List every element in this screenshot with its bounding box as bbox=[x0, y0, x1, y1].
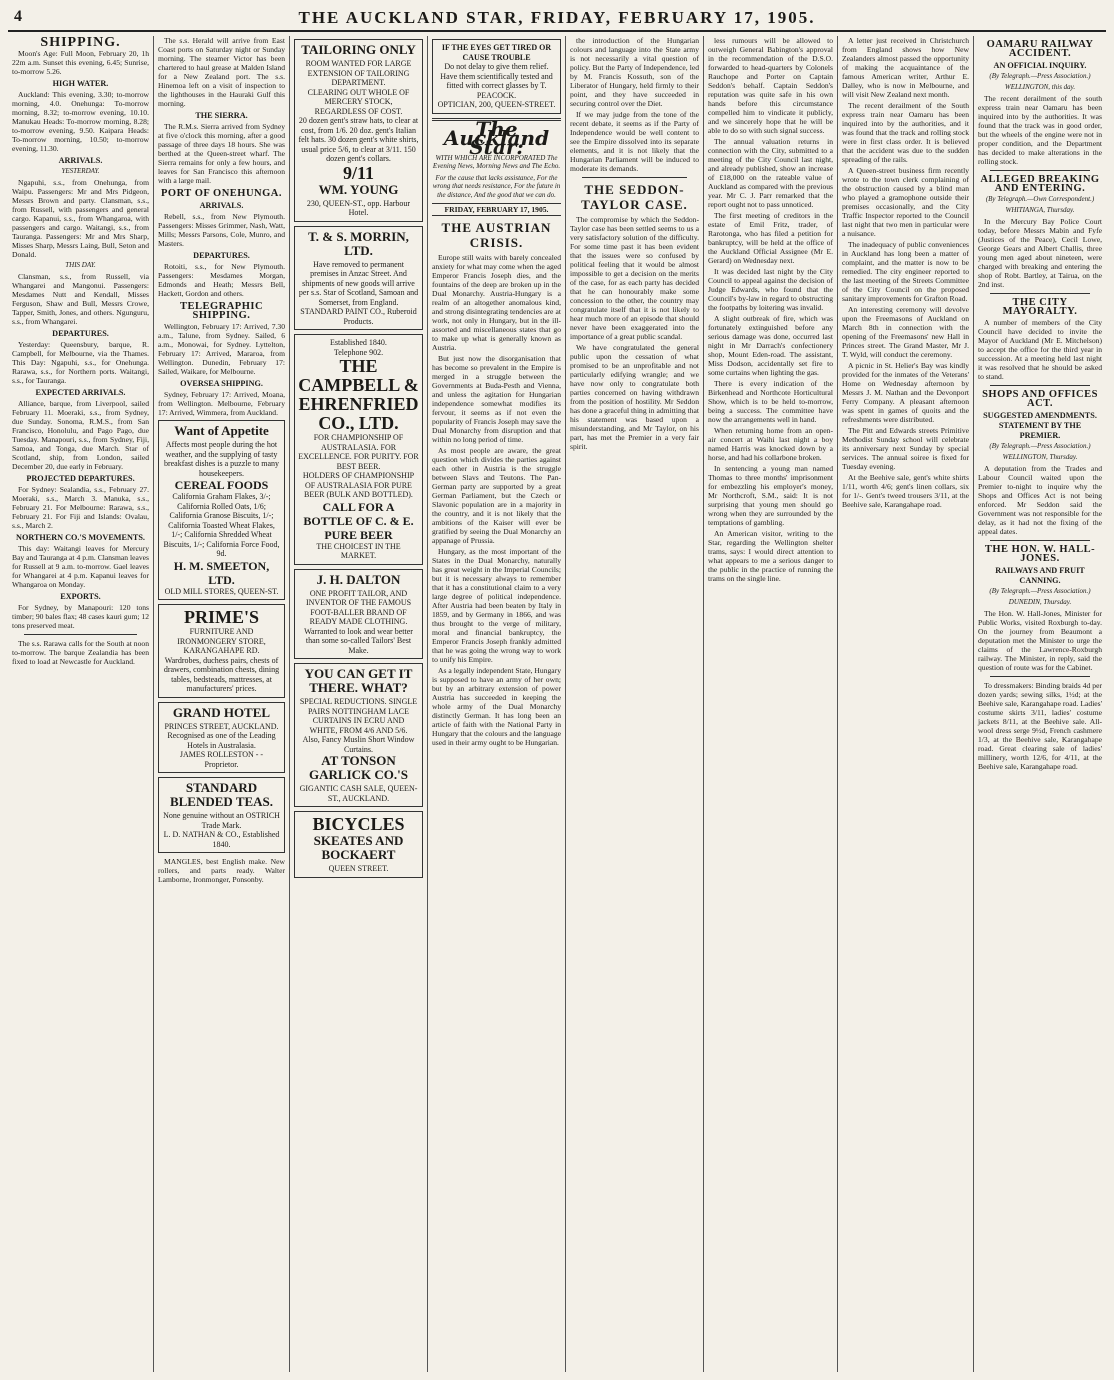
campbell-for: FOR CHAMPIONSHIP OF AUSTRALASIA. FOR EXCELLENCE. FOR PURITY. FOR BEST BEER. bbox=[298, 433, 419, 471]
expected-heading: EXPECTED ARRIVALS. bbox=[35, 388, 126, 397]
peacock-address: OPTICIAN, 200, QUEEN-STREET. bbox=[437, 100, 556, 109]
hotel-proprietor: JAMES ROLLESTON - - Proprietor. bbox=[179, 750, 264, 769]
news-paragraph: In sentencing a young man named Thomas to three months' imprisonment for embezzling his employer's money, Mr Northcroft, S.M., said: It is not surprising that young men should go wrong when they are surrounded by the temptations of gambling. bbox=[708, 464, 833, 527]
jones-heading: THE HON. W. HALL-JONES. bbox=[984, 544, 1096, 564]
exports-text: For Sydney, by Manapouri: 120 tons timber; 90 bales flax; 48 cases kauri gum; 12 tons preserved meat. bbox=[12, 603, 149, 630]
herald-notice: The s.s. Herald will arrive from East Coast ports on Saturday night or Sunday morning. The steamer Victor has been chartered to haul grease at Malden Island for a New Zealand port. The s.s. Hinemoa left on a visit of inspection to the lighthouses in the Hauraki Gulf this morning. bbox=[158, 36, 285, 108]
campbell-established: Established 1840. bbox=[330, 338, 387, 347]
paper-title: THE AUCKLAND STAR, FRIDAY, FEBRUARY 17, 1905. bbox=[298, 8, 816, 27]
sierra-text: The R.M.s. Sierra arrived from Sydney at five o'clock this morning, after a good passage of three days 18 hours. She was berthed at the Queen-street wharf. The Sierra remains for only a few hours, and leaves for San Francisco this afternoon with a large mail. bbox=[158, 122, 285, 185]
edition-date: FRIDAY, FEBRUARY 17, 1905. bbox=[432, 203, 561, 216]
tailoring-items: 20 dozen gent's straw hats, to clear at cost, from 1/6. 20 doz. gent's Italian felt hats. 30 dozen gent's white shirts, usual price 5/6, to clear at 3/11. 150 dozen gent's collars. bbox=[298, 116, 419, 163]
curtains-ad bbox=[294, 663, 423, 807]
cereal-ad-text: Affects most people during the hot weather, and the supplying of tasty breakfast dishes is a puzzle to many housekeepers. bbox=[163, 440, 280, 478]
divider bbox=[990, 293, 1090, 294]
prime-ad bbox=[158, 604, 285, 698]
tonson-sub: GIGANTIC CASH SALE, QUEEN-ST., AUCKLAND. bbox=[299, 784, 418, 803]
curtains-muslin: Also, Fancy Muslin Short Window Curtains. bbox=[302, 735, 415, 754]
peacock-title: IF THE EYES GET TIRED OR CAUSE TROUBLE bbox=[441, 43, 552, 62]
mayoralty-heading: THE CITY MAYORALTY. bbox=[1002, 297, 1078, 317]
campbell-ad bbox=[294, 334, 423, 565]
cereal-ad-title: Want of Appetite bbox=[174, 423, 269, 438]
prime-sub: FURNITURE AND IRONMONGERY STORE, KARANGAHAPE RD. bbox=[177, 627, 266, 655]
incorporated-line: WITH WHICH ARE INCORPORATED The Evening News, Morning News and The Echo. bbox=[432, 153, 561, 170]
news-paragraph: A slight outbreak of fire, which was fortunately extinguished before any serious damage was done, occurred last night in Mr Darrach's confectionery shop, Mount Eden-road. The assistant, Miss Dodson, accidentally set fire to some curtains when lighting the gas. bbox=[708, 314, 833, 377]
crisis-paragraph: Hungary, as the most important of the States in the Dual Monarchy, naturally has great weight in the Imperial Councils; but it is necessary always to remember that it has a constitutional claim to a very large degree of political independence. After Austria had been beaten by Italy in 1859, and by Germany in 1866, and was thus brought to the verge of military, moral and financial bankruptcy, the Emperor Francis Joseph frankly admitted that he was going the wrong way to work to unify his Empire. bbox=[432, 547, 561, 664]
prime-text: Wardrobes, duchess pairs, chests of drawers, combination chests, dining tables, bedsteads, mattresses, at manufacturers' prices. bbox=[163, 655, 280, 693]
campbell-call: CALL FOR A BOTTLE OF C. & E. PURE BEER bbox=[303, 499, 414, 542]
crisis-continued: If we may judge from the tone of the recent debate, it seems as if the Party of Independence would be well content to see the Empire dissolved into its separate elements, and it is not likely that the Hungarian Parliament will be induced to moderate its demands. bbox=[570, 110, 699, 173]
seddon-heading: THE SEDDON-TAYLOR CASE. bbox=[581, 182, 688, 212]
departures-heading: DEPARTURES. bbox=[52, 329, 109, 338]
column-local-news-2 bbox=[838, 36, 974, 1372]
campbell-choice: THE CHOICEST IN THE MARKET. bbox=[316, 541, 401, 560]
yesterday-label: YESTERDAY. bbox=[61, 167, 100, 175]
masthead bbox=[8, 6, 1106, 32]
dalton-title: J. H. DALTON bbox=[316, 571, 401, 587]
divider bbox=[990, 385, 1090, 386]
coastal-text: This day: Waitangi leaves for Mercury Bay and Tauranga at 4 p.m. Clansman leaves for Russell at 9 a.m. to-morrow. Gael leaves for Whangarei at 4 p.m. Kapanui leaves for Whangaroa on Monday. bbox=[12, 544, 149, 589]
tailoring-clear: CLEARING OUT WHOLE OF MERCERY STOCK, REGARDLESS OF COST. bbox=[307, 87, 410, 116]
bicycles-title: BICYCLES bbox=[312, 814, 405, 834]
alleged-text: In the Mercury Bay Police Court today, before Messrs Mabin and Fyfe (Justices of the Peace), Cecil Lowe, George Gears and Albert Challis, three young men aged about nineteen, were charged with breaking and entering the shop of Robt. Bartley, at Tairua, on the 2nd inst. bbox=[978, 217, 1102, 289]
crisis-paragraph: But just now the disorganisation that has become so prevalent in the Empire is merged in a struggle between the Governments at Buda-Pesth and Vienna, and unless the agitation for Hungarian independence somewhat modifies its fervour, it seems as if not even the popularity of Francis Joseph may save the Dual Monarchy from disruption and that within no long period of time. bbox=[432, 354, 561, 444]
shops-dateline: WELLINGTON, Thursday. bbox=[1002, 453, 1078, 461]
port-arrivals-heading: ARRIVALS. bbox=[199, 201, 244, 210]
port-departures-heading: DEPARTURES. bbox=[193, 251, 250, 260]
news-paragraph: The first meeting of creditors in the estate of Emil Fritz, trader, of Rarotonga, who has filed a petition for bankruptcy, will be held at the office of the Auckland Official Assignee (Mr E. Gerard) on Wednesday next. bbox=[708, 211, 833, 265]
oamaru-source: (By Telegraph.—Press Association.) bbox=[989, 72, 1091, 80]
prime-title: PRIME'S bbox=[183, 607, 259, 627]
column-shipping-ads bbox=[154, 36, 290, 1372]
cereal-ad-list: California Graham Flakes, 3/-; California Rolled Oats, 1/6; California Granose Biscuits, 1/-; California Toasted Wheat Flakes, 1/-; California Shredded Wheat Biscuits, 1/-; California Force Food, 9d. bbox=[163, 492, 280, 558]
divider bbox=[990, 676, 1090, 677]
morrin-footer: STANDARD PAINT CO., Ruberoid Products. bbox=[300, 307, 417, 326]
tailoring-price: 9/11 bbox=[342, 162, 374, 183]
crisis-paragraph: Europe still waits with barely concealed anxiety for what may come when the aged Emperor Francis Joseph dies, and the fountains of the deep are broken up in the Dual Monarchy. Austria-Hungary is a realm of an altogether anomalous kind, and strong disintegrating tendencies are at work, not only in Hungary, but in the ill-assorted and miscellaneous states that go to make up what is generally known as Austria. bbox=[432, 253, 561, 352]
tailoring-address: 230, QUEEN-ST., opp. Harbour Hotel. bbox=[306, 198, 411, 217]
news-paragraph: An interesting ceremony will devolve upon the Freemasons of Auckland on March 8th in connection with the opening of the Freemasons' new Hall in Princes street. The Grand Master, Mr J. T. Wyld, will conduct the ceremony. bbox=[842, 305, 969, 359]
column-shipping bbox=[8, 36, 154, 1372]
news-paragraph: The annual valuation returns in connection with the City, submitted to a meeting of the City Council last night, and already published, show an increase of £18,000 on the rateable value of Auckland as compared with the previous year. Mr C. J. Parr remarked that the report ought not to pass unnoticed. bbox=[708, 137, 833, 209]
divider bbox=[582, 177, 687, 178]
this-day-text: Clansman, s.s., from Russell, via Whangarei and Mangonui. Passengers: Mesdames Nutt and Kendall, Misses Ferguson, Shaw and Bull, Messrs Crowe, Tapper, Smith, Jones, and others. Ngunguru, s.s., from Whangarei. bbox=[12, 272, 149, 326]
seddon-paragraph: The compromise by which the Seddon-Taylor case has been settled seems to us a very satisfactory solution of the difficulty. For some time past it has been evident that the issues were so confused by political feeling that it would be almost impossible to get a decision on the merits of the case, for as each party has decided that he can honourably make some concession to the other, the country may congratulate itself that it is not likely to hear much more of an episode that should never have been exaggerated into the importance of a great public scandal. bbox=[570, 215, 699, 341]
oamaru-sub: AN OFFICIAL INQUIRY. bbox=[993, 61, 1087, 70]
news-paragraph: less rumours will be allowed to outweigh General Babington's approval in the recommendation of the D.S.O. forwarded to head-quarters by Colonels Rauchope and Porter on Captain Seddon's behalf. Captain Seddon's reputation was quite safe in his own hands before this circumstance compelled him to vindicate it publicly, and we sincerely hope that he will be able to do so with such signal success. bbox=[708, 36, 833, 135]
mangles-ad: MANGLES, best English make. New rollers, and parts ready. Walter Lamborne, Ironmonger, Ponsonby. bbox=[158, 857, 285, 884]
morrin-ad bbox=[294, 226, 423, 331]
oamaru-heading: OAMARU RAILWAY ACCIDENT. bbox=[986, 39, 1094, 59]
shipping-notices: The s.s. Rarawa calls for the South at noon to-morrow. The barque Zealandia has been fixed to load at Newcastle for Auckland. bbox=[12, 639, 149, 666]
jones-source: (By Telegraph.—Press Association.) bbox=[989, 587, 1091, 595]
tea-title: STANDARD BLENDED TEAS. bbox=[169, 780, 274, 809]
sierra-heading: THE SIERRA. bbox=[195, 111, 248, 120]
news-paragraph: It was decided last night by the City Council to appeal against the decision of Judge Edwards, who found that the Council's by-law in regard to obstructing the footpaths by loitering was invalid. bbox=[708, 267, 833, 312]
paper-logo: The Auckland Star: bbox=[443, 116, 550, 159]
hotel-title: GRAND HOTEL bbox=[172, 704, 271, 720]
news-paragraph: At the Beehive sale, gent's white shirts 1/11, worth 4/6; gent's linen collars, six for 1/-. Gent's tweed trousers 3/11, at the Beehive sale, Karangahape road. bbox=[842, 473, 969, 509]
tonson-title: AT TONSON GARLICK CO.'S bbox=[309, 753, 408, 782]
beehive-ads: To dressmakers: Binding braids 4d per dozen yards; sewing silks, 1½d; at the Beehive sale, Karangahape road. Ladies' costume skirts 3/11, ladies' costume jackets 8/11, at the Beehive sale. All-wool dress serge 9½d, French cashmere 1/3, at the Beehive sale, Karangahape road. Great clearing sale of ladies' millinery, worth 12/6, for 4/11, at the Beehive sale, Karangahape road. bbox=[978, 681, 1102, 771]
column-ads bbox=[290, 36, 428, 1372]
overseas-text: Sydney, February 17: Arrived, Moana, from Wellington. Melbourne, February 17: Arrived, Wimmera, from Auckland. bbox=[158, 390, 285, 417]
hotel-ad bbox=[158, 702, 285, 774]
news-paragraph: The recent derailment of the South express train near Oamaru has been inquired into by the authorities, and it was found that the track and rolling stock were in first class order. It is believed that the accident was due to the sudden spreading of the rails. bbox=[842, 101, 969, 164]
news-paragraph: A picnic in St. Helier's Bay was kindly provided for the inmates of the Veterans' Home on Wednesday afternoon by Messrs J. M. Nathan and the Devonport Ferry Company. A pleasant afternoon was spent in games of quoits and the refreshments were distributed. bbox=[842, 361, 969, 424]
tea-sub: None genuine without an OSTRICH Trade Mark. bbox=[163, 811, 280, 830]
port-heading: PORT OF ONEHUNGA. bbox=[160, 188, 282, 199]
coastal-heading: NORTHERN CO.'S MOVEMENTS. bbox=[16, 533, 145, 542]
news-paragraph: A letter just received in Christchurch from England shows how New Zealanders almost passed the opportunity of making the acquaintance of the famous American writer, Arthur E. Dalley, who is now in Melbourne, and will visit New Zealand next month. bbox=[842, 36, 969, 99]
divider bbox=[990, 540, 1090, 541]
dalton-warranted: Warranted to look and wear better than some so-called Tailors' Best Make. bbox=[304, 626, 413, 655]
hotel-text: PRINCES STREET, AUCKLAND. Recognised as one of the Leading Hotels in Australasia. bbox=[164, 721, 279, 750]
departures-text: Yesterday: Queensbury, barque, R. Campbell, for Melbourne, via the Thames. This Day: Ngapuhi, s.s., for Onehunga. Rarawa, s.s., for Northern ports. Waitangi, s.s., for Tauranga. bbox=[12, 340, 149, 385]
tailoring-name: WM. YOUNG bbox=[318, 181, 399, 197]
projected-text: For Sydney: Sealandia, s.s., February 27. Moeraki, s.s., March 3. Manuka, s.s., February 21. For Melbourne: Rarawa, s.s., February 21. For Fiji and Islands: Ovalau, s.s., March 2. bbox=[12, 485, 149, 530]
tea-ad bbox=[158, 777, 285, 853]
campbell-telephone: Telephone 902. bbox=[333, 347, 384, 357]
newspaper-page bbox=[8, 6, 1106, 1374]
alleged-heading: ALLEGED BREAKING AND ENTERING. bbox=[980, 174, 1100, 194]
tailoring-ad bbox=[294, 39, 423, 222]
cereal-ad-heading: CEREAL FOODS bbox=[174, 478, 269, 492]
crisis-continued: the introduction of the Hungarian colours and language into the State army is not necessarily a vital question of policy. But the Party of Independence, led by M. Francis Kossuth, son of the Liberator of Hungary, held firmly to their point, and they have succeeded in securing control over the Diet. bbox=[570, 36, 699, 108]
news-paragraph: The Pitt and Edwards streets Primitive Methodist Sunday school will celebrate its anniversary next Sunday by special services. The annual soiree is fixed for Tuesday evening. bbox=[842, 426, 969, 471]
overseas-heading: OVERSEA SHIPPING. bbox=[180, 379, 263, 388]
alleged-source: (By Telegraph.—Own Correspondent.) bbox=[985, 195, 1095, 203]
skeates-name: SKEATES AND BOCKAERT bbox=[313, 833, 404, 862]
shops-heading: SHOPS AND OFFICES ACT. bbox=[982, 389, 1098, 409]
port-departures-text: Rotoiti, s.s., for New Plymouth. Passengers: Mesdames Morgan, Edmonds and Heath; Messrs Bell, Hackett, Gordon and others. bbox=[158, 262, 285, 298]
jones-sub: RAILWAYS AND FRUIT CANNING. bbox=[995, 566, 1085, 585]
exports-heading: EXPORTS. bbox=[60, 592, 101, 601]
high-water-text: Auckland: This evening, 3.30; to-morrow morning, 4.0. Onehunga: To-morrow morning, 8.32; to-morrow evening, 10.10. Manukau Heads: To-morrow morning, 8.28; to-morrow evening, 9.50. Kaipara Heads: To-morrow morning, 10.50; to-morrow evening, 11.30. bbox=[12, 90, 149, 153]
moon-text: Moon's Age: Full Moon, February 20, 1h 22m a.m. Sunset this evening, 6.45; Sunrise, to-morrow 5.26. bbox=[12, 49, 149, 76]
news-paragraph: When returning home from an open-air concert at Waihi last night a boy named Harris was knocked down by a horse, and had his collarbone broken. bbox=[708, 426, 833, 462]
high-water-heading: HIGH WATER. bbox=[52, 79, 109, 88]
tea-footer: L. D. NATHAN & CO., Established 1840. bbox=[163, 830, 280, 849]
arrivals-text: Ngapuhi, s.s., from Onehunga, from Waipu. Passengers: Mr and Mrs Pidgeon, Messrs Brown and party. Clansman, s.s., from Russell, with passengers and general cargo. Kapanui, s.s., from Whangaroa, with passengers and cargo. Waitangi, s.s., from Tauranga. Passengers: Mr and Mrs Sharp, Misses Sharp, Messrs Laing, Bull, Seton and Donald. bbox=[12, 178, 149, 259]
telegraphic-heading: TELEGRAPHIC SHIPPING. bbox=[179, 301, 264, 321]
smeeton-address: OLD MILL STORES, QUEEN-ST. bbox=[164, 586, 279, 596]
telegraphic-text: Wellington, February 17: Arrived, 7.30 a.m., Talune, from Sydney. Sailed, 6 a.m., Monowai, for Sydney. Lyttelton, February 17: Arrived, Mararoa, from Wellington. Dunedin, February 17: Sailed, Waikare, for Melbourne. bbox=[158, 322, 285, 376]
alleged-dateline: WHITIANGA, Thursday. bbox=[1005, 206, 1075, 214]
crisis-paragraph: As most people are aware, the great question which divides the parties against each other in Austria is the struggle between Slavs and Teutons. The Pan-German party are supported by a great German Parliament, but the Czech or Slavonic population are in a majority in the country, and it is not likely that the ambitions of the Kaiser will ever be gratified by seeing the Dual Monarchy an appanage of Prussia. bbox=[432, 446, 561, 545]
curtains-special: SPECIAL REDUCTIONS. SINGLE PAIRS NOTTINGHAM LACE CURTAINS IN ECRU AND WHITE, FROM 4/6 AND 5/6. bbox=[299, 697, 418, 735]
dalton-ad bbox=[294, 569, 423, 660]
dalton-sub: ONE PROFIT TAILOR, AND INVENTOR OF THE FAMOUS FOOT-BALLER BRAND OF READY MADE CLOTHING. bbox=[305, 588, 412, 626]
divider bbox=[24, 634, 137, 635]
projected-heading: PROJECTED DEPARTURES. bbox=[26, 474, 135, 483]
curtains-tagline: YOU CAN GET IT THERE. WHAT? bbox=[304, 666, 413, 695]
column-editorial bbox=[428, 36, 566, 1372]
seddon-paragraph: We have congratulated the general public upon the cessation of what promised to be an unprofitable and not particularly edifying wrangle; and we have now only to congratulate both parties concerned on having withdrawn from the position of hostility. Mr Seddon has done a graceful thing in admitting that his statement was based upon a misunderstanding, and Mr Taylor, on his part, has met the Premier in a very fair spirit. bbox=[570, 343, 699, 451]
skeates-address: QUEEN STREET. bbox=[328, 864, 389, 873]
peacock-text: Do not delay to give them relief. Have them scientifically tested and fitted with correct glasses by T. PEACOCK. bbox=[440, 62, 553, 100]
jones-dateline: DUNEDIN, Thursday. bbox=[1008, 598, 1072, 606]
crisis-heading: THE AUSTRIAN CRISIS. bbox=[441, 220, 552, 250]
news-paragraph: There is every indication of the Birkenhead and Northcote Horticultural Show, which is to be held to-morrow, being a success. The committee have now the arrangements well in hand. bbox=[708, 379, 833, 424]
shops-source: (By Telegraph.—Press Association.) bbox=[989, 442, 1091, 450]
paper-motto: For the cause that lacks assistance, For the wrong that needs resistance, For the future in the distance, And the good that we can do. bbox=[432, 173, 561, 199]
morrin-text: Have removed to permanent premises in Anzac Street. And shipments of new goods will arrive per s.s. Star of Scotland, Samoan and Somerset, from England. bbox=[298, 259, 419, 307]
smeeton-name: H. M. SMEETON, LTD. bbox=[173, 558, 270, 587]
cereal-foods-ad bbox=[158, 420, 285, 600]
jones-text: The Hon. W. Hall-Jones, Minister for Public Works, visited Roxburgh to-day. On the journey from Beaumont a deputation met the Minister to urge the claims of the Lawrence-Roxburgh railway. The Minister, in reply, said the question of route was for the Cabinet. bbox=[978, 609, 1102, 672]
column-editorial-cont bbox=[566, 36, 704, 1372]
morrin-title: T. & S. MORRIN, LTD. bbox=[308, 228, 409, 258]
page-number: 4 bbox=[14, 8, 22, 25]
tailoring-sub: ROOM WANTED FOR LARGE EXTENSION OF TAILORING DEPARTMENT. bbox=[305, 59, 412, 87]
port-arrivals-text: Rebell, s.s., from New Plymouth. Passengers: Misses Grimmer, Nash, Watt, Mills; Messrs Parsons, Cole, Munro, and Masters. bbox=[158, 212, 285, 248]
tailoring-title: TAILORING ONLY bbox=[301, 42, 416, 57]
bicycles-ad bbox=[294, 811, 423, 878]
shops-text: A deputation from the Trades and Labour Council waited upon the Premier to-night to inquire why the Shops and Offices Act is not being enforced. Mr Seddon said the Government was not responsible for the delay, as it had not the fixing of the appeal dates. bbox=[978, 464, 1102, 536]
column-telegrams bbox=[974, 36, 1106, 1372]
shops-sub: SUGGESTED AMENDMENTS. STATEMENT BY THE PREMIER. bbox=[983, 411, 1097, 440]
crisis-paragraph: As a legally independent State, Hungary is supposed to have an army of her own; but by an arbitrary extension of power Austria has succeeded in keeping the whole army of the Dual Monarchy distinctly German. It has long been an article of faith with the National Party in Hungary that the colours and the language used in their army ought to be Hungarian. bbox=[432, 666, 561, 747]
oamaru-text: The recent derailment of the south express train near Oamaru has been inquired into by the authorities. It was found that the track was in good order, but the wheels of the engine were not in proper condition, and the Department has decided to make alterations in the rolling stock. bbox=[978, 94, 1102, 166]
campbell-holders: HOLDERS OF CHAMPIONSHIP OF AUSTRALASIA FOR PURE BEER (BULK AND BOTTLED). bbox=[302, 471, 415, 499]
column-local-news bbox=[704, 36, 838, 1372]
shipping-heading: SHIPPING. bbox=[40, 36, 121, 50]
mayoralty-text: A number of members of the City Council have decided to invite the Mayor of Auckland (Mr E. Mitchelson) to accept the office for the third year in succession. At a meeting held last night it was resolved that he should be asked to stand. bbox=[978, 318, 1102, 381]
arrivals-heading: ARRIVALS. bbox=[58, 156, 103, 165]
peacock-ad bbox=[432, 39, 561, 114]
oamaru-dateline: WELLINGTON, this day. bbox=[1004, 83, 1076, 91]
news-paragraph: A Queen-street business firm recently wrote to the town clerk complaining of the obstruction caused by a blind man who played a gramophone outside their premises occasionally, and the City Traffic Inspector reported to the Council last night that two men in particular were a nuisance. bbox=[842, 166, 969, 238]
news-paragraph: An American visitor, writing to the Star, regarding the Wellington shelter trams, says: I would direct attention to what appears to me a serious danger to the public in the practice of running the trams on the single line. bbox=[708, 529, 833, 583]
campbell-title: THE CAMPBELL & EHRENFRIED CO., LTD. bbox=[298, 356, 419, 433]
divider bbox=[990, 170, 1090, 171]
this-day-label: THIS DAY. bbox=[65, 261, 96, 269]
expected-text: Alliance, barque, from Liverpool, sailed February 11. Moeraki, s.s., from Sydney, due Sunday. Sonoma, R.M.S., from San Francisco, Honolulu, and Pago Pago, due Tuesday. Manapouri, s.s., from Sydney, Fiji, Samoa, and Tonga, due March. Star of Scotland, ship, from London, sailed December 20, due early in February. bbox=[12, 399, 149, 471]
news-paragraph: The inadequacy of public conveniences in Auckland has long been a matter of complaint, and the matter is now to be remedied. The city engineer reported to the last meeting of the Streets Committee of the City Council on the proposed sanitary improvements for Grafton Road. bbox=[842, 240, 969, 303]
